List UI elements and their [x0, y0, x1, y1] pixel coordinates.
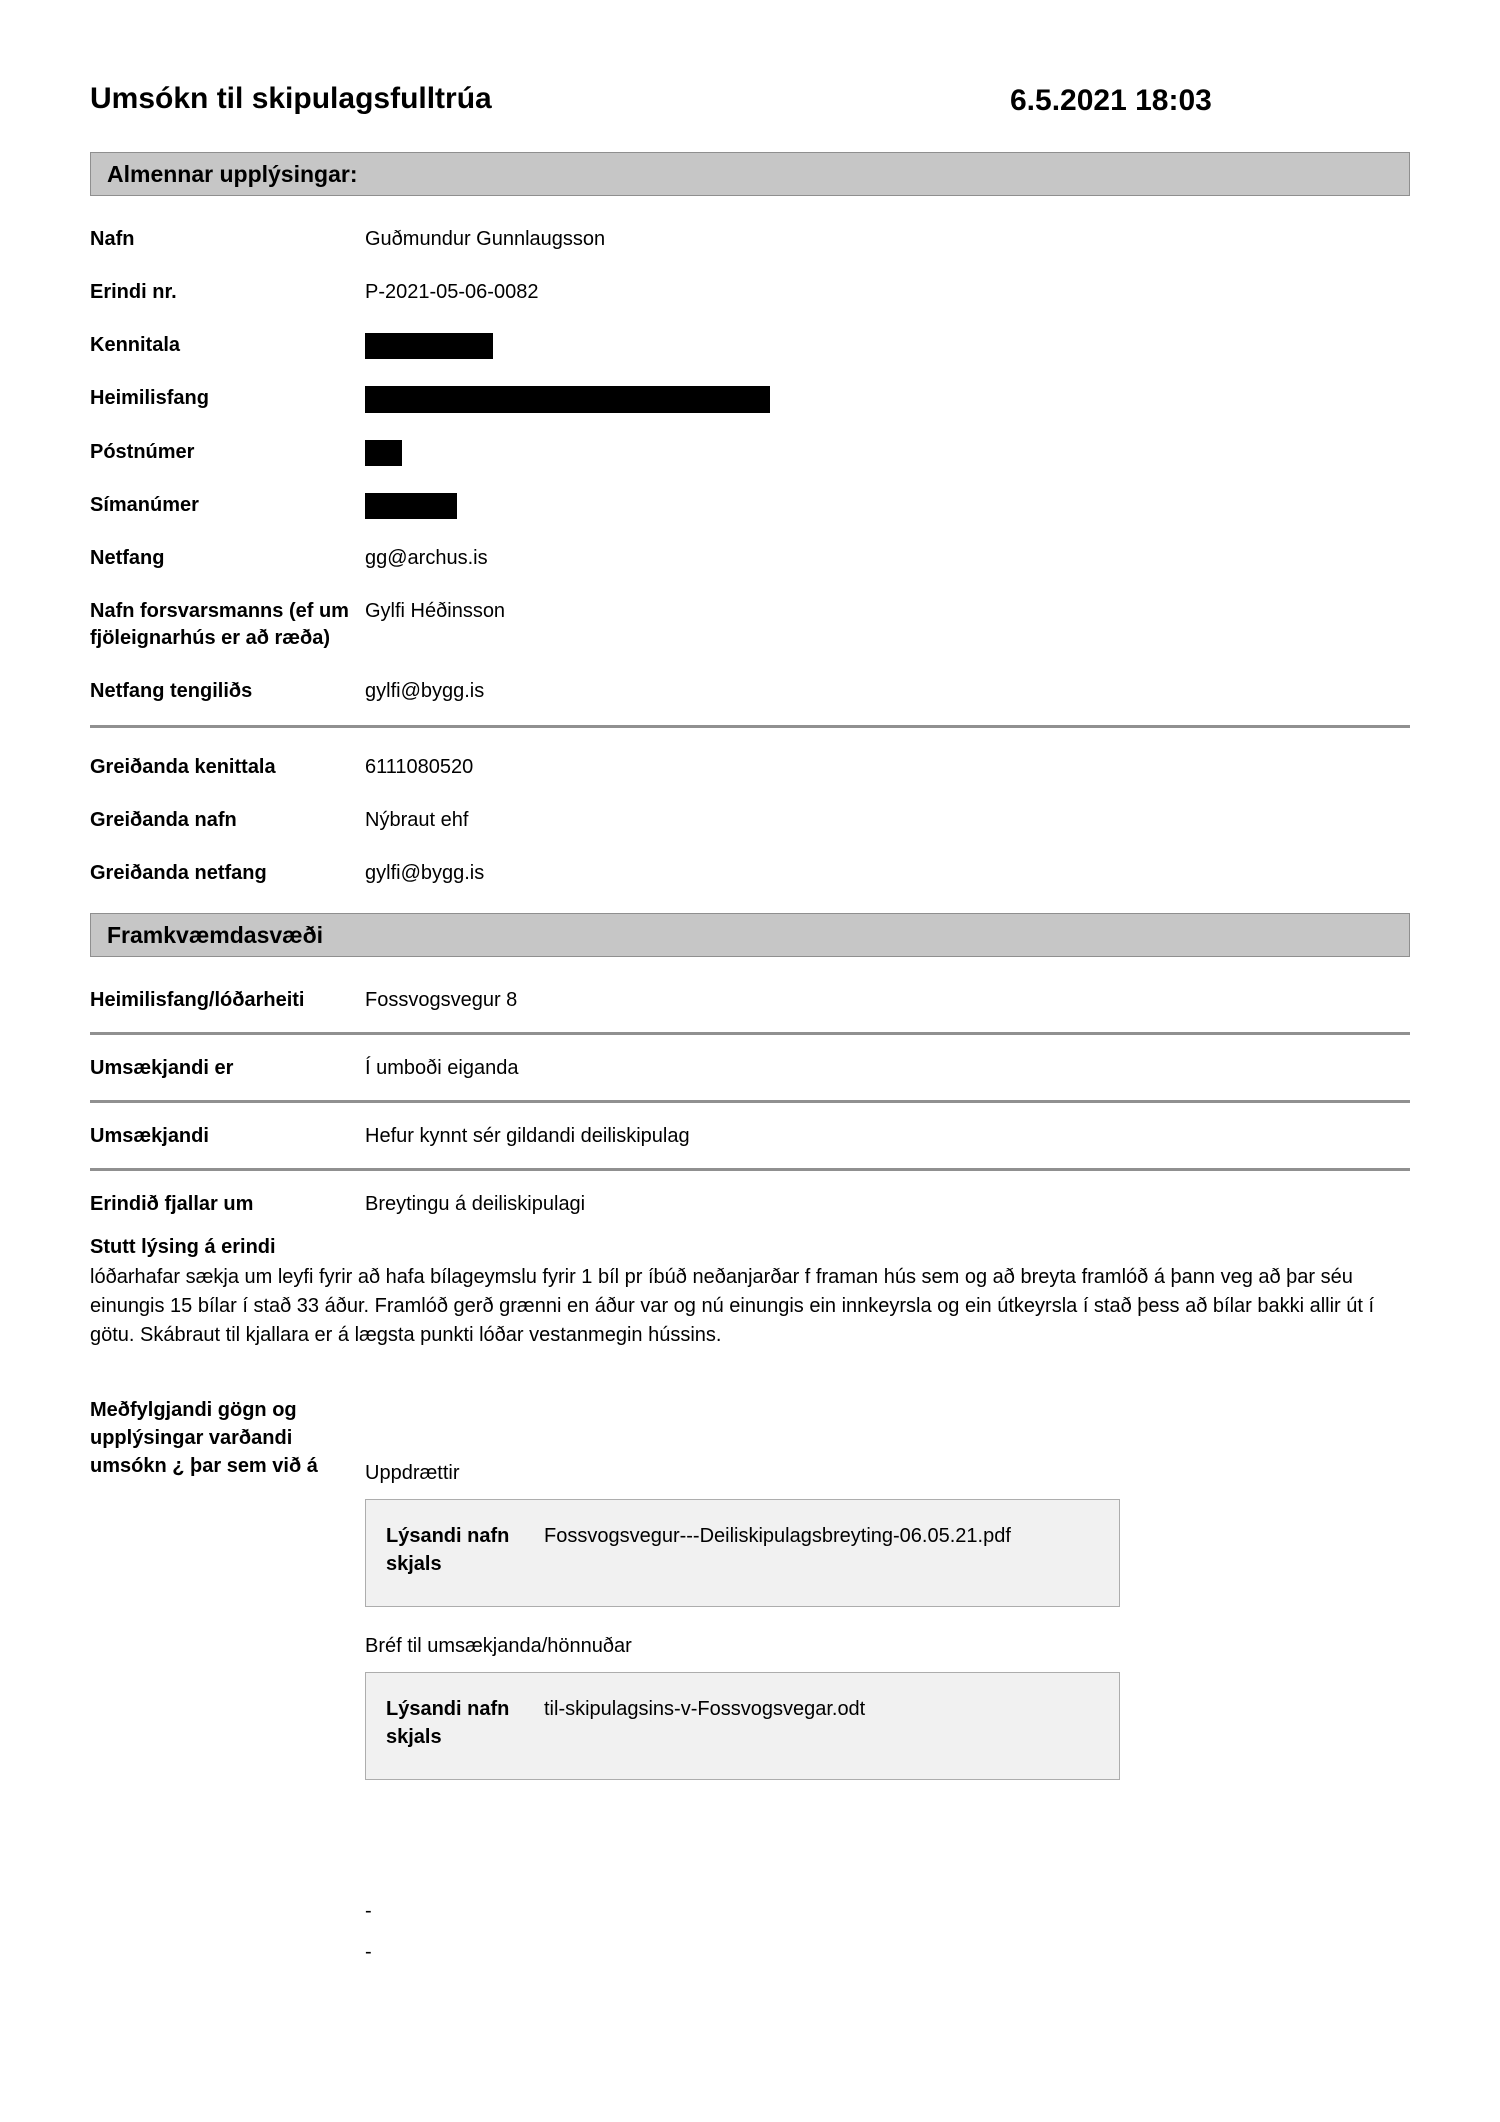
- form-row-erindid-fjallar-um: [90, 1191, 1410, 1218]
- field-value: gg@archus.is: [365, 547, 488, 569]
- field-label: Erindi nr.: [90, 281, 177, 303]
- attachment-box: [365, 1499, 1120, 1607]
- field-value: Breytingu á deiliskipulagi: [365, 1193, 586, 1215]
- field-label: Greiðanda kenittala: [90, 756, 276, 778]
- redaction-bar: [365, 440, 402, 466]
- field-label: Nafn forsvarsmanns (ef um fjöleignarhús er að ræða): [90, 600, 349, 649]
- field-value: [365, 439, 1410, 466]
- form-row-netfang-tengilids: [90, 678, 1410, 705]
- section-heading-project: [90, 913, 1410, 957]
- field-value: Gylfi Héðinsson: [365, 600, 506, 622]
- field-label: Símanúmer: [90, 494, 199, 516]
- trailing-dashes: [365, 1898, 1410, 1966]
- form-row-umsaekjandi-er: [90, 1055, 1410, 1082]
- form-row-forsvarsmadur: [90, 598, 1410, 652]
- form-row-greidanda-netfang: [90, 860, 1410, 887]
- attachment-doc-label: Lýsandi nafn skjals: [386, 1698, 510, 1748]
- form-row-postnumer: [90, 439, 1410, 466]
- form-row-netfang: [90, 545, 1410, 572]
- description-text: lóðarhafar sækja um leyfi fyrir að hafa bílageymslu fyrir 1 bíl pr íbúð neðanjarðar f framan hús sem og að breyta framlóð á þann veg að þar séu einungis 15 bílar í stað 33 áður. Framlóð gerð grænni en áður var og nú einungis ein innkeyrsla og ein útkeyrsla í stað þess að bílar bakki allir út í götu. Skábraut til kjallara er á lægsta punkti lóðar vestanmegin hússins.: [90, 1266, 1375, 1346]
- divider: [90, 725, 1410, 728]
- title-row: [90, 82, 1410, 126]
- form-row-erindi-nr: [90, 279, 1410, 306]
- field-label: Póstnúmer: [90, 441, 195, 463]
- field-label: Nafn: [90, 228, 135, 250]
- document-datetime: 6.5.2021 18:03: [1010, 84, 1212, 117]
- page-title: Umsókn til skipulagsfulltrúa: [90, 82, 492, 115]
- field-label: Netfang tengiliðs: [90, 680, 253, 702]
- attachments-content: [365, 1396, 1410, 1806]
- section-heading-general: [90, 152, 1410, 196]
- field-value: P-2021-05-06-0082: [365, 281, 539, 303]
- redaction-bar: [365, 493, 457, 519]
- field-label: Greiðanda nafn: [90, 809, 237, 831]
- field-label: Erindið fjallar um: [90, 1193, 254, 1215]
- form-row-heimilisfang: [90, 385, 1410, 413]
- field-value: Í umboði eiganda: [365, 1057, 519, 1079]
- field-value: Hefur kynnt sér gildandi deiliskipulag: [365, 1125, 690, 1147]
- attachment-filename: Fossvogsvegur---Deiliskipulagsbreyting-06.05.21.pdf: [544, 1525, 1011, 1547]
- field-value: [365, 492, 1410, 519]
- section-heading-general-text: Almennar upplýsingar:: [107, 160, 358, 187]
- divider: [90, 1168, 1410, 1171]
- field-label: Netfang: [90, 547, 165, 569]
- form-row-nafn: [90, 226, 1410, 253]
- field-value: 6111080520: [365, 756, 474, 778]
- form-row-kennitala: [90, 332, 1410, 359]
- field-label: Umsækjandi: [90, 1125, 209, 1147]
- field-value: Nýbraut ehf: [365, 809, 469, 831]
- description-label: Stutt lýsing á erindi: [90, 1236, 276, 1258]
- attachments-label: Meðfylgjandi gögn og upplýsingar varðandi umsókn ¿ þar sem við á: [90, 1399, 318, 1477]
- form-row-greidanda-nafn: [90, 807, 1410, 834]
- section-heading-project-text: Framkvæmdasvæði: [107, 921, 324, 948]
- divider: [90, 1100, 1410, 1103]
- form-row-umsaekjandi: [90, 1123, 1410, 1150]
- divider: [90, 1032, 1410, 1035]
- field-label: Kennitala: [90, 334, 181, 356]
- field-label: Heimilisfang/lóðarheiti: [90, 989, 305, 1011]
- redaction-bar: [365, 333, 493, 359]
- attachment-doc-label: Lýsandi nafn skjals: [386, 1525, 510, 1575]
- trailing-dash: -: [365, 1900, 372, 1922]
- attachment-box: [365, 1672, 1120, 1780]
- attachment-filename: til-skipulagsins-v-Fossvogsvegar.odt: [544, 1698, 866, 1720]
- attachment-group-title: Uppdrættir: [365, 1462, 460, 1484]
- field-value: [365, 332, 1410, 359]
- field-value: gylfi@bygg.is: [365, 862, 485, 884]
- field-label: Greiðanda netfang: [90, 862, 267, 884]
- form-row-simanumer: [90, 492, 1410, 519]
- field-value: Guðmundur Gunnlaugsson: [365, 228, 606, 250]
- attachment-group-title: Bréf til umsækjanda/hönnuðar: [365, 1635, 632, 1657]
- field-label: Heimilisfang: [90, 387, 209, 409]
- form-row-greidanda-kennitala: [90, 754, 1410, 781]
- field-value: Fossvogsvegur 8: [365, 989, 518, 1011]
- attachments-row: [90, 1396, 1410, 1806]
- redaction-bar: [365, 386, 770, 413]
- form-row-lodarheiti: [90, 987, 1410, 1014]
- trailing-dash: -: [365, 1941, 372, 1963]
- field-label: Umsækjandi er: [90, 1057, 234, 1079]
- field-value: [365, 385, 1410, 413]
- field-value: gylfi@bygg.is: [365, 680, 485, 702]
